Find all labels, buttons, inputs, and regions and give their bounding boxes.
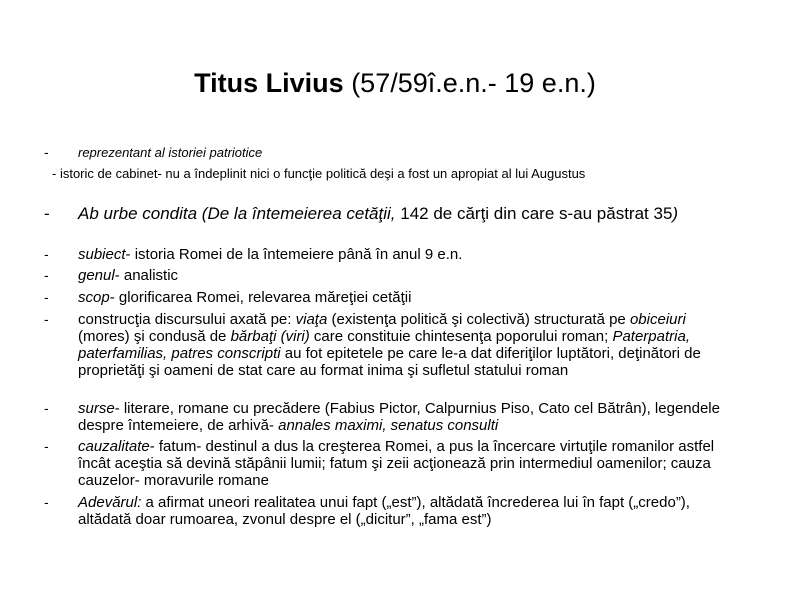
text-segment: care constituie chintesenţa poporului roman;	[309, 328, 613, 345]
bullet-text	[78, 267, 738, 284]
bullet-text	[78, 311, 738, 379]
italic-text: reprezentant al istoriei patriotice	[78, 145, 263, 160]
italic-text: viaţa	[295, 311, 328, 328]
italic-text: Paterpatria, paterfamilias, patres conscripti	[78, 328, 690, 362]
text-segment: - literare, romane cu precădere (Fabius Pictor, Calpurnius Piso, Cato cel Bătrân), legendele despre întemeiere, de arhivă-	[78, 400, 720, 434]
italic-text: Adevărul:	[78, 494, 142, 511]
text-segment: - istoria Romei de la întemeiere până în anul 9 e.n.	[125, 246, 463, 263]
bullet-dash: -	[44, 311, 49, 327]
text-segment: - glorificarea Romei, relevarea măreţiei cetăţii	[109, 289, 412, 306]
text-segment: (mores) şi condusă de	[78, 328, 231, 345]
italic-text: bărbaţi (viri)	[230, 328, 310, 345]
title-name: Titus Livius	[194, 68, 344, 98]
bullet-dash: -	[44, 144, 49, 160]
italic-text: )	[672, 204, 679, 223]
text-segment: - istoric de cabinet- nu a îndeplinit nici o funcţie politică deşi a fost un apropiat al lui Augustus	[52, 166, 586, 181]
text-segment: au fot epitetele pe care le-a dat diferiţilor luptători, deţinători de proprietăţi şi oameni de stat care au format inima şi sufletul statului roman	[78, 345, 701, 379]
italic-text: genul	[78, 267, 115, 284]
italic-text: surse	[78, 400, 115, 417]
italic-text: obiceiuri	[629, 311, 686, 328]
text-segment: 142 de cărţi din care s-au păstrat 35	[395, 204, 673, 223]
italic-text: scop	[78, 289, 110, 306]
bullet-dash: -	[44, 267, 49, 283]
bullet-dash: -	[44, 494, 49, 510]
slide-title	[0, 66, 790, 100]
bullet-dash: -	[44, 438, 49, 454]
italic-text: cauzalitate	[78, 438, 150, 455]
text-segment: a afirmat uneori realitatea unui fapt („est”), altădată încrederea lui în fapt („credo”), altădată doar rumoarea, zvonul despre el („dicitur”, „fama est”)	[78, 494, 690, 528]
text-segment: construcţia discursului axată pe:	[78, 311, 296, 328]
bullet-text	[78, 144, 738, 161]
bullet-text	[78, 400, 738, 434]
bullet-dash: -	[44, 246, 49, 262]
bullet-text	[78, 289, 738, 306]
italic-text: subiect	[78, 246, 126, 263]
text-segment: - analistic	[114, 267, 179, 284]
bullet-text	[78, 204, 738, 224]
bullet-dash: -	[44, 204, 50, 223]
plain-line	[52, 165, 722, 182]
bullet-dash: -	[44, 289, 49, 305]
bullet-text	[78, 246, 738, 263]
italic-text: annales maximi, senatus consulti	[278, 417, 499, 434]
plain-text	[52, 165, 722, 182]
italic-text: Ab urbe condita (De la întemeierea cetăţii,	[78, 204, 396, 223]
bullet-text	[78, 494, 738, 528]
bullet-dash: -	[44, 400, 49, 416]
title-dates: (57/59î.e.n.- 19 e.n.)	[343, 68, 596, 98]
bullet-text	[78, 438, 738, 489]
text-segment: - fatum- destinul a dus la creşterea Romei, a pus la încercare virtuţile romanilor astfel încât aceştia să devină stăpânii lumii; fatum şi zeii acţionează prin intermediul oamenilor; cauza cauzelor- moravurile romane	[78, 438, 715, 489]
text-segment: (existenţa politică şi colectivă) structurată pe	[327, 311, 630, 328]
